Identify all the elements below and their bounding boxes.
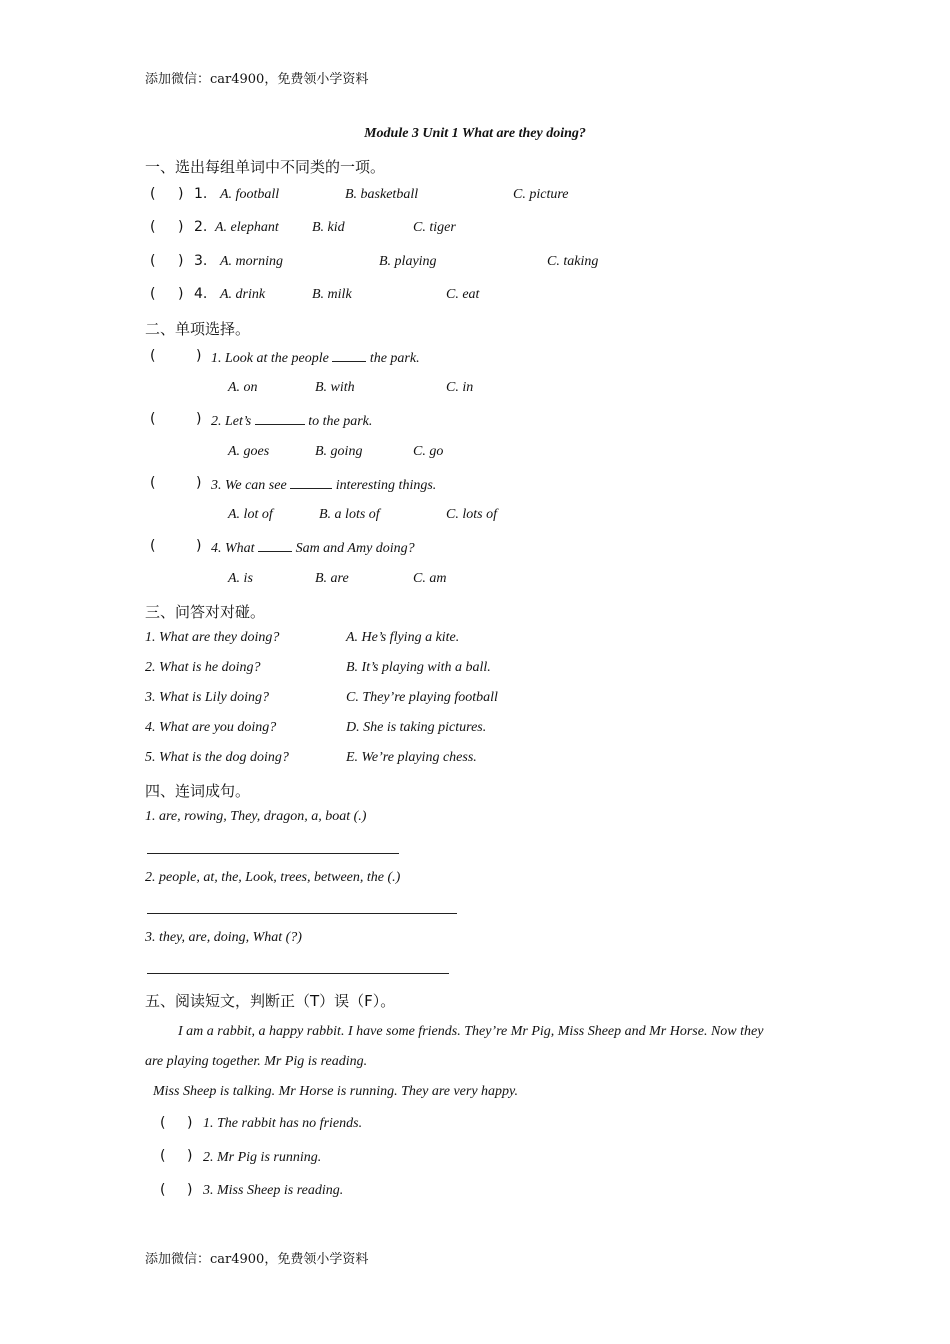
section2-heading: 二、单项选择。 — [145, 320, 251, 338]
option-b: B. a lots of — [319, 507, 380, 522]
answer-paren-open[interactable]: ( — [150, 411, 156, 427]
passage-line: Miss Sheep is talking. Mr Horse is running. They are very happy. — [153, 1084, 518, 1099]
statement: 1. The rabbit has no friends. — [203, 1116, 363, 1131]
answer-paren-open[interactable]: ( — [160, 1182, 166, 1198]
option-b: B. going — [315, 444, 363, 459]
match-question: 3. What is Lily doing? — [145, 690, 270, 705]
option-b: B. kid — [312, 220, 345, 235]
answer-paren-close: ) — [196, 475, 202, 491]
answer-paren-close: ) — [196, 411, 202, 427]
option-a: A. drink — [220, 287, 266, 302]
match-answer: D. She is taking pictures. — [346, 720, 487, 735]
answer-line[interactable] — [147, 913, 457, 914]
answer-line[interactable] — [147, 853, 399, 854]
scrambled-sentence: 1. are, rowing, They, dragon, a, boat (.) — [145, 809, 367, 824]
section1-heading: 一、选出每组单词中不同类的一项。 — [145, 158, 386, 176]
option-a: A. on — [228, 380, 258, 395]
statement: 2. Mr Pig is running. — [203, 1150, 322, 1165]
match-answer: A. He’s flying a kite. — [346, 630, 460, 645]
answer-paren-open[interactable]: ( — [150, 186, 156, 202]
answer-paren-close: ) — [178, 253, 184, 269]
answer-paren-open[interactable]: ( — [150, 348, 156, 364]
statement: 3. Miss Sheep is reading. — [203, 1183, 344, 1198]
match-answer: C. They’re playing football — [346, 690, 498, 705]
match-answer: B. It’s playing with a ball. — [346, 660, 491, 675]
answer-paren-open[interactable]: ( — [160, 1148, 166, 1164]
passage-line: are playing together. Mr Pig is reading. — [145, 1054, 368, 1069]
section4-heading: 四、连词成句。 — [145, 782, 251, 800]
question-text: 4. What Sam and Amy doing? — [211, 541, 415, 556]
answer-paren-close: ) — [178, 219, 184, 235]
scrambled-sentence: 2. people, at, the, Look, trees, between, the (.) — [145, 870, 401, 885]
answer-paren-close: ) — [187, 1115, 193, 1131]
answer-paren-close: ) — [187, 1182, 193, 1198]
answer-paren-open[interactable]: ( — [150, 538, 156, 554]
match-question: 4. What are you doing? — [145, 720, 277, 735]
option-a: A. morning — [220, 254, 283, 269]
option-c: C. in — [446, 380, 474, 395]
header-note: 添加微信：car4900，免费领小学资料 — [145, 72, 369, 87]
item-number: 1. — [194, 186, 208, 202]
option-c: C. am — [413, 571, 447, 586]
answer-paren-open[interactable]: ( — [150, 253, 156, 269]
item-number: 4. — [194, 286, 208, 302]
match-question: 2. What is he doing? — [145, 660, 261, 675]
option-b: B. playing — [379, 254, 437, 269]
question-text: 3. We can see interesting things. — [211, 478, 437, 493]
option-b: B. are — [315, 571, 349, 586]
item-number: 2. — [194, 219, 208, 235]
match-question: 5. What is the dog doing? — [145, 750, 289, 765]
answer-paren-open[interactable]: ( — [150, 219, 156, 235]
answer-paren-open[interactable]: ( — [160, 1115, 166, 1131]
option-b: B. with — [315, 380, 355, 395]
answer-line[interactable] — [147, 973, 449, 974]
option-c: C. picture — [513, 187, 569, 202]
blank-line[interactable] — [258, 539, 292, 552]
match-answer: E. We’re playing chess. — [346, 750, 477, 765]
option-c: C. go — [413, 444, 444, 459]
option-c: C. eat — [446, 287, 480, 302]
footer-note: 添加微信：car4900，免费领小学资料 — [145, 1252, 369, 1267]
blank-line[interactable] — [290, 476, 332, 489]
section5-heading: 五、阅读短文，判断正（T）误（F）。 — [145, 992, 396, 1010]
option-b: B. basketball — [345, 187, 419, 202]
blank-line[interactable] — [255, 412, 305, 425]
scrambled-sentence: 3. they, are, doing, What (?) — [145, 930, 302, 945]
option-c: C. taking — [547, 254, 599, 269]
match-question: 1. What are they doing? — [145, 630, 280, 645]
answer-paren-open[interactable]: ( — [150, 286, 156, 302]
page-title: Module 3 Unit 1 What are they doing? — [364, 126, 586, 141]
option-a: A. is — [228, 571, 253, 586]
answer-paren-close: ) — [178, 186, 184, 202]
option-c: C. lots of — [446, 507, 497, 522]
answer-paren-open[interactable]: ( — [150, 475, 156, 491]
option-c: C. tiger — [413, 220, 456, 235]
answer-paren-close: ) — [196, 538, 202, 554]
option-a: A. goes — [228, 444, 270, 459]
answer-paren-close: ) — [196, 348, 202, 364]
question-text: 1. Look at the people the park. — [211, 351, 420, 366]
option-b: B. milk — [312, 287, 352, 302]
answer-paren-close: ) — [187, 1148, 193, 1164]
item-number: 3. — [194, 253, 208, 269]
question-text: 2. Let’s to the park. — [211, 414, 373, 429]
section3-heading: 三、问答对对碰。 — [145, 603, 266, 621]
answer-paren-close: ) — [178, 286, 184, 302]
passage-line: I am a rabbit, a happy rabbit. I have some friends. They’re Mr Pig, Miss Sheep and Mr Horse. Now they — [178, 1024, 764, 1039]
option-a: A. elephant — [215, 220, 279, 235]
option-a: A. lot of — [228, 507, 273, 522]
option-a: A. football — [220, 187, 280, 202]
blank-line[interactable] — [332, 349, 366, 362]
